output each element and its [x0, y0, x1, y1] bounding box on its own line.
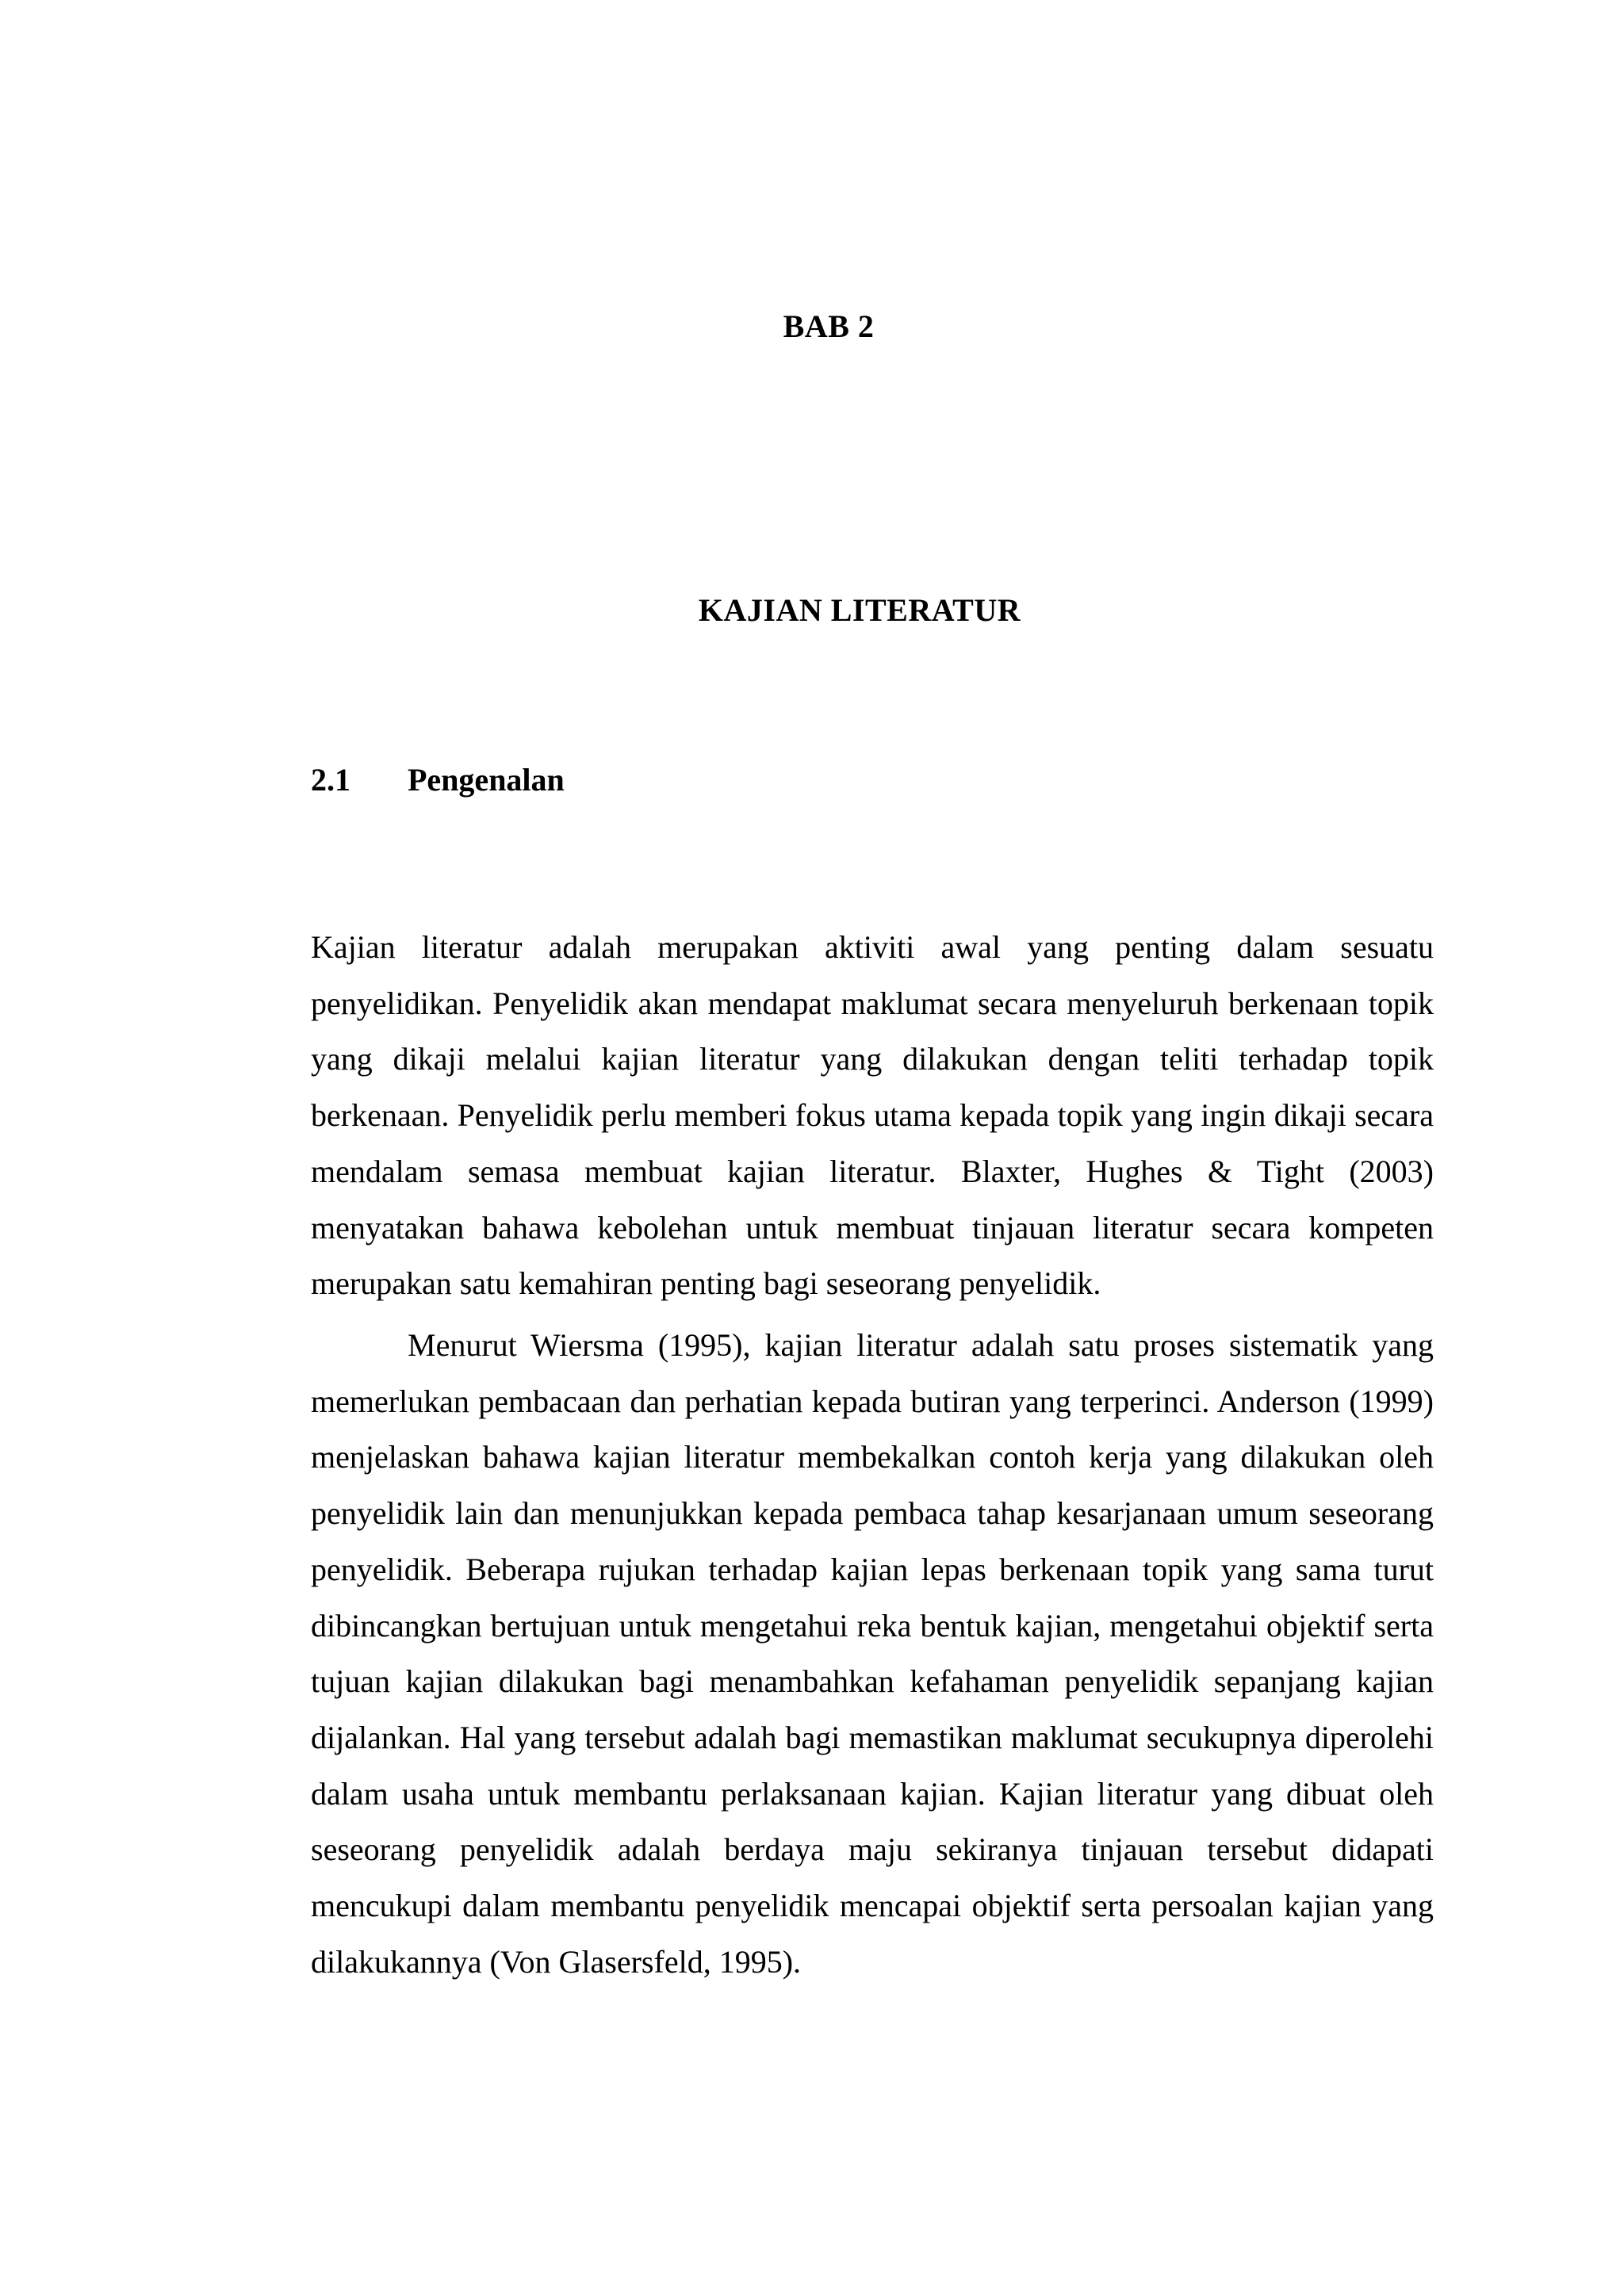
section-heading	[311, 758, 565, 802]
chapter-number: BAB 2	[783, 308, 875, 344]
paragraph: Menurut Wiersma (1995), kajian literatur adalah satu proses sistematik yang memerlukan pembacaan dan perhatian kepada butiran yang terperinci. Anderson (1999) menjelaskan bahawa kajian literatur membekalkan contoh kerja yang dilakukan oleh penyelidik lain dan menunjukkan kepada pembaca tahap kesarjanaan umum seseorang penyelidik. Beberapa rujukan terhadap kajian lepas berkenaan topik yang sama turut dibincangkan bertujuan untuk mengetahui reka bentuk kajian, mengetahui objektif serta tujuan kajian dilakukan bagi menambahkan kefahaman penyelidik sepanjang kajian dijalankan. Hal yang tersebut adalah bagi memastikan maklumat secukupnya diperolehi dalam usaha untuk membantu perlaksanaan kajian. Kajian literatur yang dibuat oleh seseorang penyelidik adalah berdaya maju sekiranya tinjauan tersebut didapati mencukupi dalam membantu penyelidik mencapai objektif serta persoalan kajian yang dilakukannya (Von Glasersfeld, 1995).	[311, 1327, 1434, 1980]
paragraph-block	[311, 920, 1434, 1312]
chapter-title: KAJIAN LITERATUR	[698, 592, 1021, 628]
paragraph-block	[311, 1318, 1434, 1990]
paragraph: Kajian literatur adalah merupakan aktiviti awal yang penting dalam sesuatu penyelidikan. Penyelidik akan mendapat maklumat secara menyeluruh berkenaan topik yang dikaji melalui kajian literatur yang dilakukan dengan teliti terhadap topik berkenaan. Penyelidik perlu memberi fokus utama kepada topik yang ingin dikaji secara mendalam semasa membuat kajian literatur. Blaxter, Hughes & Tight (2003) menyatakan bahawa kebolehan untuk membuat tinjauan literatur secara kompeten merupakan satu kemahiran penting bagi seseorang penyelidik.	[311, 929, 1434, 1302]
section-title: Pengenalan	[408, 762, 565, 798]
section-number: 2.1	[311, 762, 350, 798]
